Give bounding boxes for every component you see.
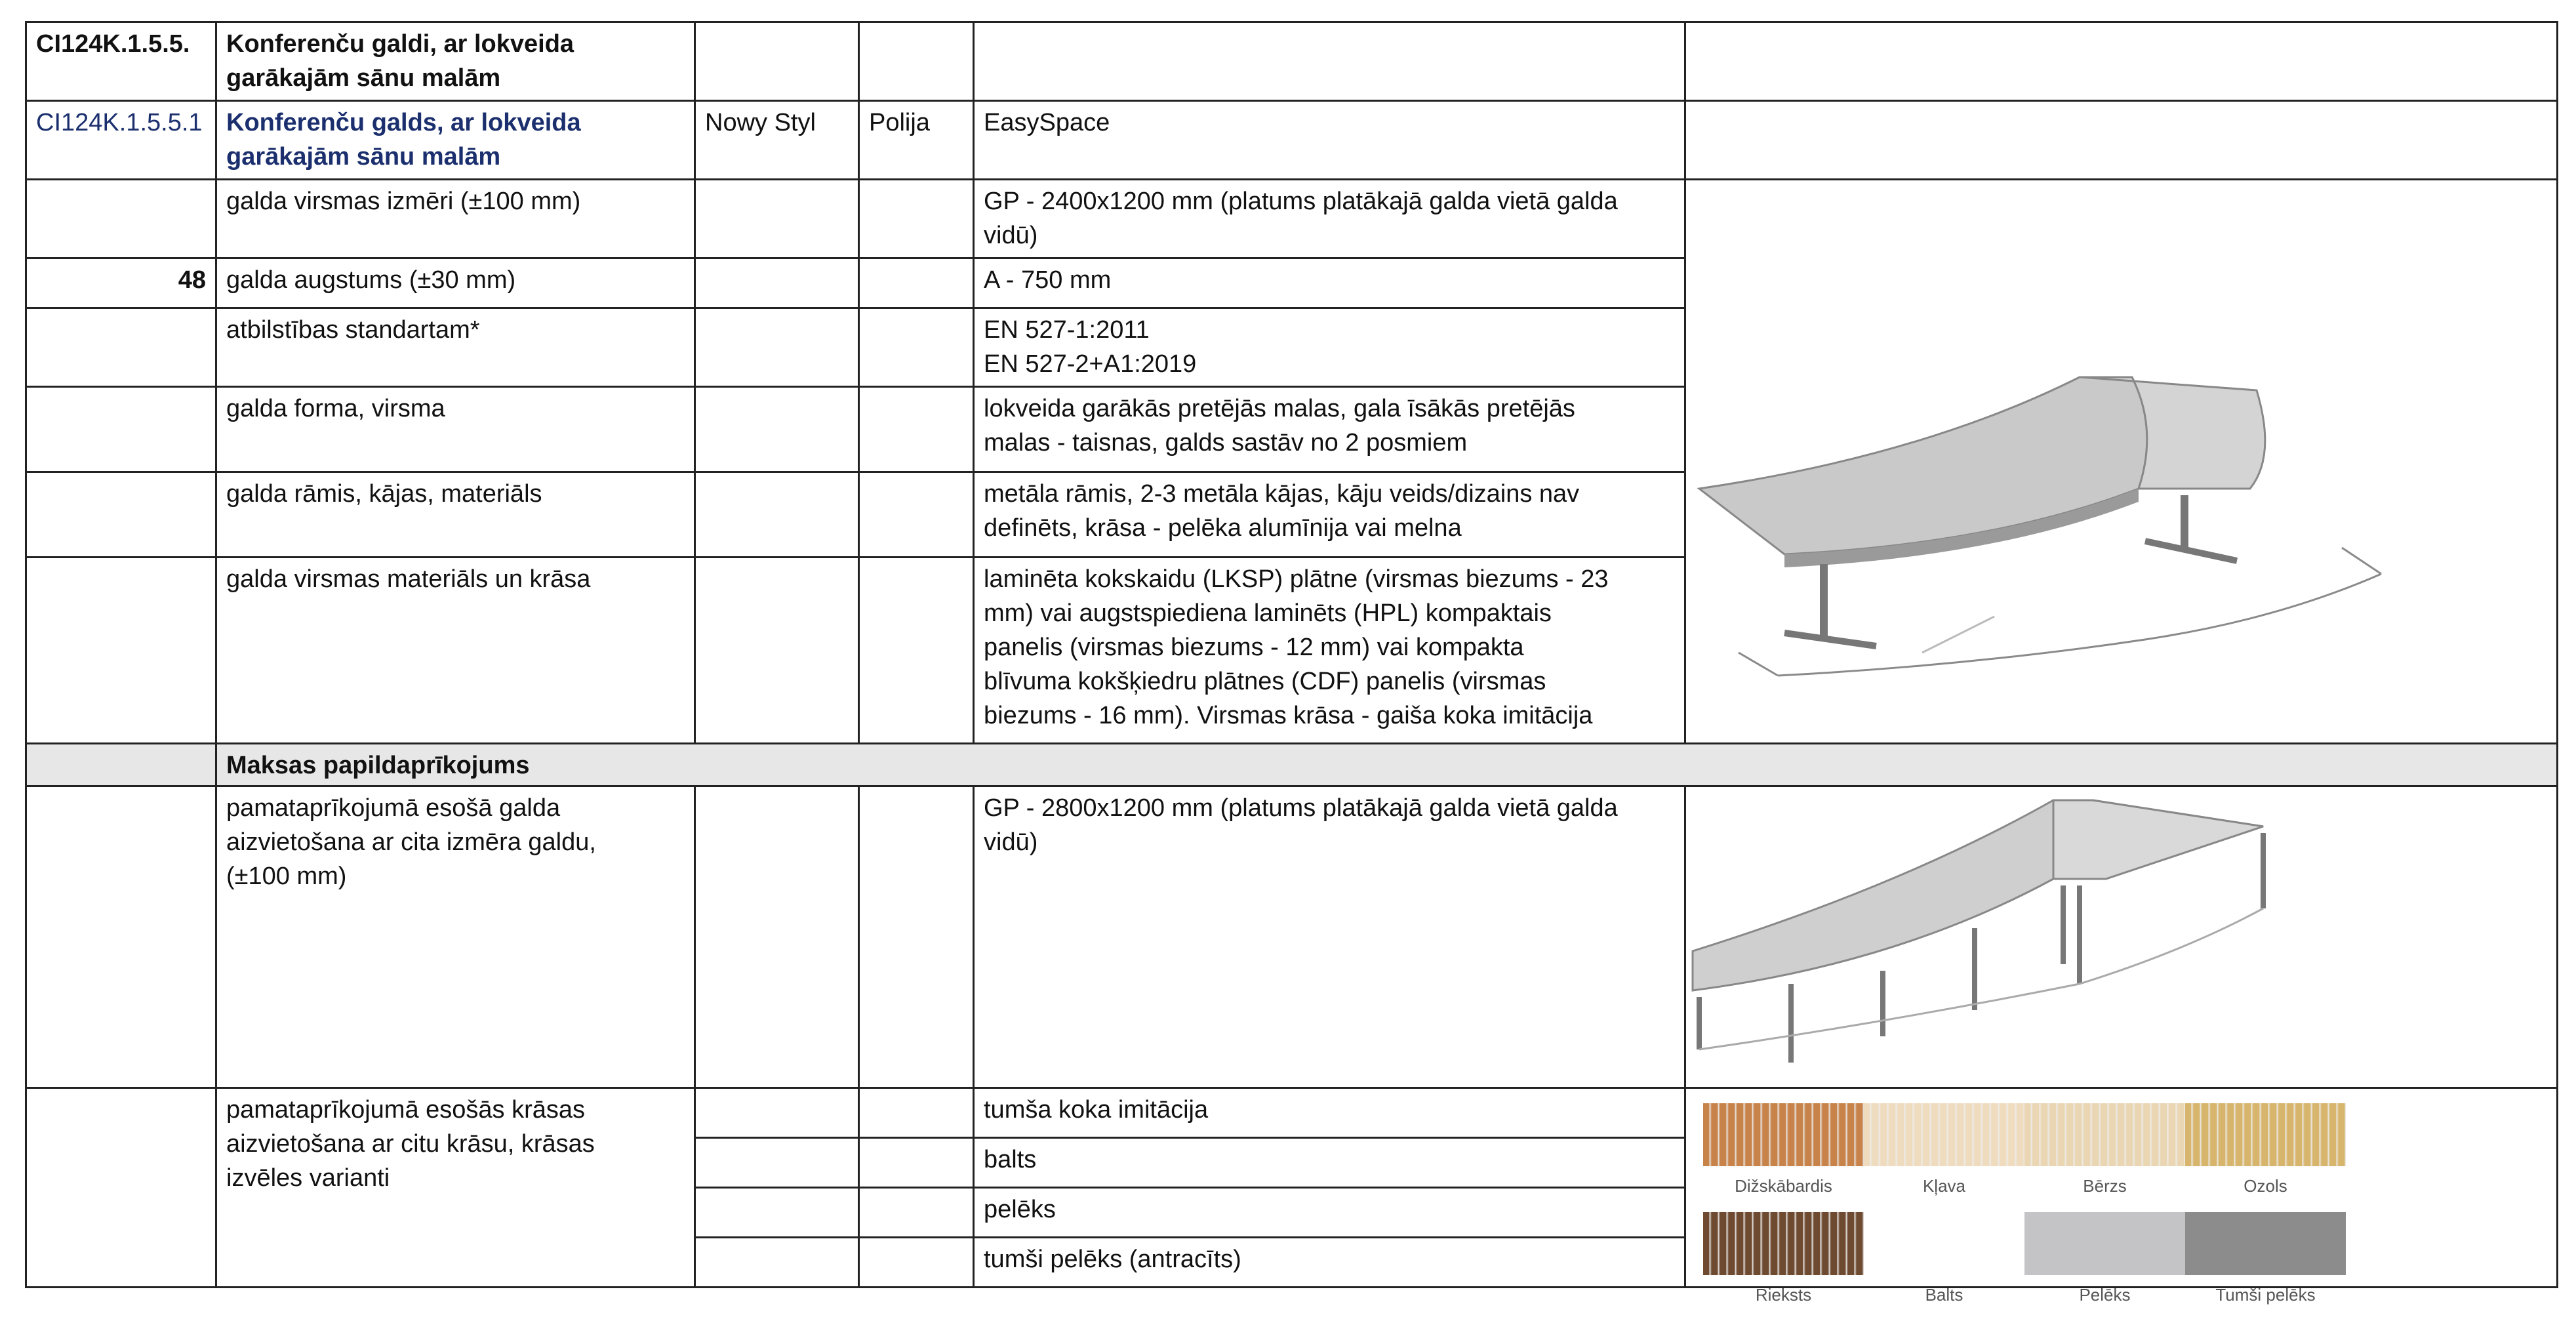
param-value bbox=[974, 472, 1685, 558]
extras-header: Maksas papildaprīkojums bbox=[216, 744, 2558, 786]
param-value bbox=[974, 387, 1685, 472]
swatch-chip bbox=[1864, 1103, 2024, 1166]
param-value-line: biezums - 16 mm). Virsmas krāsa - gaiša koka imitācija bbox=[984, 702, 1593, 729]
extra-color-name-line: aizvietošana ar citu krāsu, krāsas bbox=[226, 1130, 595, 1158]
color-option: pelēks bbox=[974, 1188, 1685, 1238]
swatch-row bbox=[1703, 1103, 2346, 1203]
swatch-chip bbox=[2024, 1212, 2185, 1275]
extra-size-row bbox=[26, 786, 2558, 1088]
param-name: galda virsmas materiāls un krāsa bbox=[216, 558, 695, 744]
swatch bbox=[1864, 1212, 2024, 1312]
param-value-line: metāla rāmis, 2-3 metāla kājas, kāju veids/dizains nav bbox=[984, 480, 1580, 508]
extra-color-name-line: pamataprīkojumā esošās krāsas bbox=[226, 1096, 586, 1124]
manufacturer-cell: Nowy Styl bbox=[695, 101, 859, 180]
param-value-line: EN 527-1:2011 bbox=[984, 316, 1150, 344]
extra-size-name-line: (±100 mm) bbox=[226, 863, 347, 890]
color-option: tumši pelēks (antracīts) bbox=[974, 1238, 1685, 1288]
group-title-line: Konferenču galdi, ar lokveida bbox=[226, 30, 574, 58]
extra-size-value-line: vidū) bbox=[984, 828, 1038, 856]
swatch bbox=[2024, 1103, 2185, 1203]
param-name: atbilstības standartam* bbox=[216, 308, 695, 387]
param-value bbox=[974, 558, 1685, 744]
param-value-line: EN 527-2+A1:2019 bbox=[984, 350, 1197, 378]
item-title-line: Konferenču galds, ar lokveida bbox=[226, 109, 581, 136]
param-name: galda augstums (±30 mm) bbox=[216, 258, 695, 308]
swatch bbox=[1703, 1103, 1864, 1203]
item-title-line: garākajām sānu malām bbox=[226, 143, 501, 171]
param-value bbox=[974, 180, 1685, 258]
swatch-label: Kļava bbox=[1922, 1176, 1966, 1196]
swatch bbox=[1703, 1212, 1864, 1312]
group-title-line: garākajām sānu malām bbox=[226, 64, 501, 92]
extra-color-name bbox=[216, 1088, 695, 1288]
item-row bbox=[26, 101, 2558, 180]
group-row bbox=[26, 22, 2558, 101]
param-name: galda virsmas izmēri (±100 mm) bbox=[216, 180, 695, 258]
swatch-chip bbox=[1703, 1103, 1864, 1166]
swatch-label: Dižskābardis bbox=[1735, 1176, 1832, 1196]
swatch-cell bbox=[1685, 1088, 2558, 1305]
swatch-label: Rieksts bbox=[1755, 1285, 1812, 1305]
param-value-line: A - 750 mm bbox=[984, 266, 1112, 294]
param-value-line: malas - taisnas, galds sastāv no 2 posmiem bbox=[984, 429, 1468, 457]
item-title bbox=[216, 101, 695, 180]
swatch-label: Tumši pelēks bbox=[2215, 1285, 2316, 1305]
param-value-line: blīvuma kokšķiedru plātnes (CDF) panelis (virsmas bbox=[984, 668, 1546, 695]
country-cell: Polija bbox=[859, 101, 974, 180]
swatch-label: Ozols bbox=[2244, 1176, 2287, 1196]
swatch bbox=[2185, 1212, 2346, 1312]
param-value-line: lokveida garākās pretējās malas, gala īsākās pretējās bbox=[984, 395, 1575, 422]
swatch-chip bbox=[2024, 1103, 2185, 1166]
spec-sheet bbox=[25, 21, 2558, 1305]
item-code: CI124K.1.5.5.1 bbox=[26, 101, 216, 180]
param-value-line: GP - 2400x1200 mm (platums platākajā galda vietā galda bbox=[984, 188, 1618, 215]
extra-size-name-line: pamataprīkojumā esošā galda bbox=[226, 794, 561, 822]
extra-size-name bbox=[216, 786, 695, 1088]
swatch bbox=[2185, 1103, 2346, 1203]
swatch-chip bbox=[1864, 1212, 2024, 1275]
swatch-chip bbox=[2185, 1103, 2346, 1166]
model-cell: EasySpace bbox=[974, 101, 1685, 180]
color-swatches bbox=[1703, 1103, 2346, 1321]
swatch-chip bbox=[2185, 1212, 2346, 1275]
param-value-line: mm) vai augstspiediena laminēts (HPL) kompaktais bbox=[984, 600, 1552, 627]
spec-table bbox=[25, 21, 2558, 1305]
swatch-chip bbox=[1703, 1212, 1864, 1275]
extra-size-name-line: aizvietošana ar cita izmēra galdu, bbox=[226, 828, 596, 856]
extra-color-name-line: izvēles varianti bbox=[226, 1164, 390, 1192]
param-name: galda forma, virsma bbox=[216, 387, 695, 472]
param-name: galda rāmis, kājas, materiāls bbox=[216, 472, 695, 558]
param-value bbox=[974, 308, 1685, 387]
param-value bbox=[974, 258, 1685, 308]
param-value-line: vidū) bbox=[984, 222, 1038, 249]
param-value-line: definēts, krāsa - pelēka alumīnija vai melna bbox=[984, 514, 1462, 542]
extra-size-value bbox=[974, 786, 1685, 1088]
table-image-cell bbox=[1685, 180, 2558, 744]
extra-color-row bbox=[26, 1088, 2558, 1138]
long-conference-table-drawing bbox=[1686, 787, 2558, 1089]
color-option: tumša koka imitācija bbox=[974, 1088, 1685, 1138]
color-option: balts bbox=[974, 1138, 1685, 1188]
long-table-image-cell bbox=[1685, 786, 2558, 1088]
swatch-label: Balts bbox=[1925, 1285, 1963, 1305]
swatch-label: Pelēks bbox=[2079, 1285, 2131, 1305]
swatch bbox=[2024, 1212, 2185, 1312]
extra-size-value-line: GP - 2800x1200 mm (platums platākajā galda vietā galda bbox=[984, 794, 1618, 822]
group-code: CI124K.1.5.5. bbox=[26, 22, 216, 101]
row-number: 48 bbox=[26, 258, 216, 308]
swatch-row bbox=[1703, 1212, 2346, 1312]
group-title bbox=[216, 22, 695, 101]
swatch-label: Bērzs bbox=[2083, 1176, 2127, 1196]
param-value-line: laminēta kokskaidu (LKSP) plātne (virsmas biezums - 23 bbox=[984, 565, 1609, 593]
param-row bbox=[26, 180, 2558, 258]
conference-table-drawing bbox=[1686, 180, 2558, 758]
swatch bbox=[1864, 1103, 2024, 1203]
param-value-line: panelis (virsmas biezums - 12 mm) vai kompakta bbox=[984, 634, 1524, 661]
